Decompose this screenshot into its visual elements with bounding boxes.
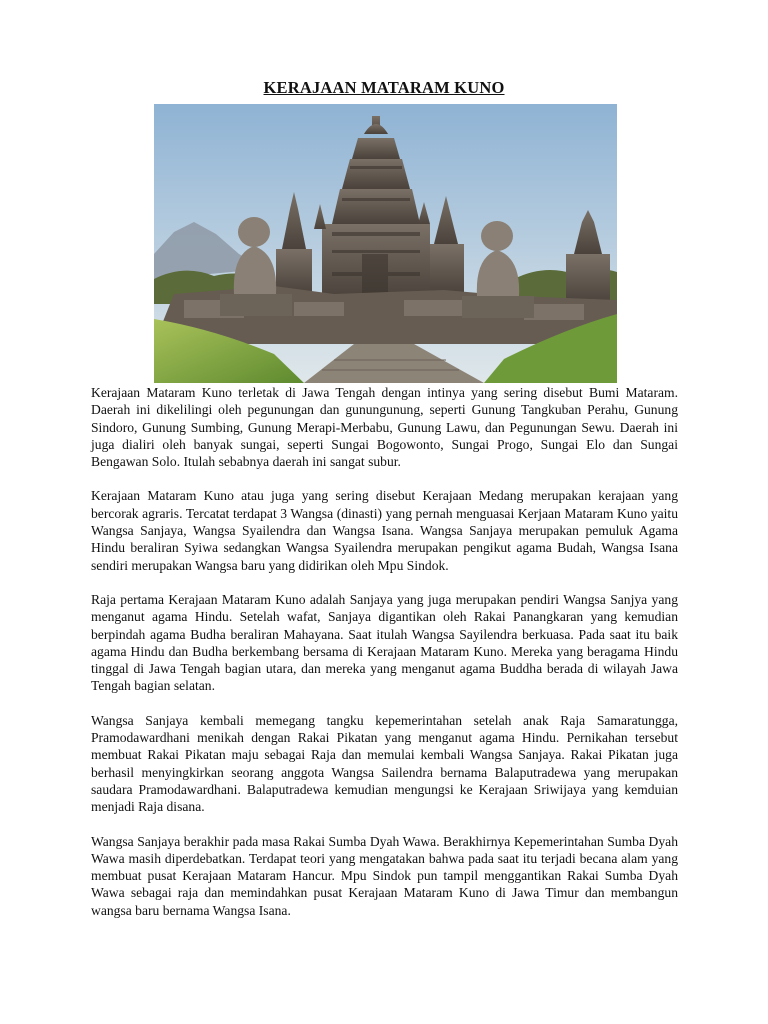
paragraph-5: Wangsa Sanjaya berakhir pada masa Rakai Sumba Dyah Wawa. Berakhirnya Kepemerintahan Sumba Dyah Wawa masih diperdebatkan. Terdapat teori yang mengatakan bahwa pada saat itu terjadi becana alam yang membuat pusat Kerajaan Mataram Hancur. Mpu Sindok pun tampil menggantikan Rakai Sumba Dyah Wawa sebagai raja dan memindahkan pusat Kerajaan Mataram Kuno di Jawa Timur dan membangun wangsa baru bernama Wangsa Isana. bbox=[91, 833, 678, 918]
temple-photo bbox=[154, 104, 617, 383]
article-body bbox=[91, 384, 678, 936]
paragraph-1: Kerajaan Mataram Kuno terletak di Jawa Tengah dengan intinya yang sering disebut Bumi Mataram. Daerah ini dikelilingi oleh pegunungan dan gunungunung, seperti Gunung Tangkuban Perahu, Gunung Sindoro, Gunung Sumbing, Gunung Merapi-Merbabu, Gunung Lawu, dan Pegunungan Sewu. Daerah ini juga dialiri oleh banyak sungai, seperti Sungai Bogowonto, Sungai Progo, Sungai Elo dan Sungai Bengawan Solo. Itulah sebabnya daerah ini sangat subur. bbox=[91, 385, 678, 470]
paragraph-4: Wangsa Sanjaya kembali memegang tangku kepemerintahan setelah anak Raja Samaratungga, Pramodawardhani menikah dengan Rakai Pikatan yang menganut agama Hindu. Pernikahan tersebut membuat Rakai Pikatan maju sebagai Raja dan memulai kembali Wangsa Sanjaya. Rakai Pikatan juga berhasil menyingkirkan seorang anggota Wangsa Sailendra bernama Balaputradewa yang merupakan saudara Pramodawardhani. Balaputradewa kemudian mengungsi ke Kerajaan Sriwijaya yang kemduian menjadi Raja disana. bbox=[91, 712, 678, 815]
temple-photo-illustration bbox=[154, 104, 617, 383]
paragraph-3: Raja pertama Kerajaan Mataram Kuno adalah Sanjaya yang juga merupakan pendiri Wangsa Sanjya yang menganut agama Hindu. Setelah wafat, Sanjaya digantikan oleh Rakai Panangkaran yang kemudian berpindah agama Budha beraliran Mahayana. Saat itulah Wangsa Sayilendra berkuasa. Pada saat itu baik agama Hindu dan Budha berkembang bersama di Kerajaan Mataram Kuno. Mereka yang beragama Hindu tinggal di Jawa Tengah bagian utara, dan mereka yang menganut agama Buddha berada di wilayah Jawa Tengah bagian selatan. bbox=[91, 591, 678, 694]
paragraph-2: Kerajaan Mataram Kuno atau juga yang sering disebut Kerajaan Medang merupakan kerajaan yang bercorak agraris. Tercatat terdapat 3 Wangsa (dinasti) yang pernah menguasai Kerjaan Mataram Kuno yaitu Wangsa Sanjaya, Wangsa Syailendra dan Wangsa Isana. Wangsa Sanjaya merupakan pemuluk Agama Hindu beraliran Syiwa sedangkan Wangsa Syailendra merupakan pengikut agama Budah, Wangsa Isana sendiri merupakan Wangsa baru yang didirikan oleh Mpu Sindok. bbox=[91, 488, 678, 573]
page-title: KERAJAAN MATARAM KUNO bbox=[263, 78, 505, 97]
